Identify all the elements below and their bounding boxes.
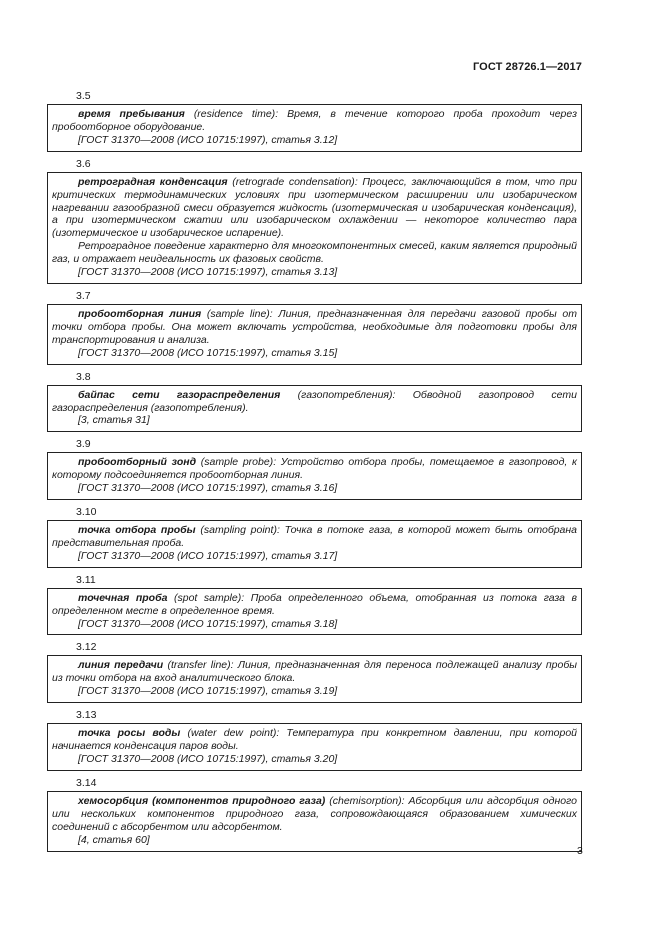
- term-english: (residence time): [193, 108, 276, 120]
- term-name: время пребывания: [78, 108, 185, 120]
- document-header: ГОСТ 28726.1—2017: [472, 61, 582, 73]
- definition-paragraph: [52, 389, 577, 415]
- term-definition-box: [47, 791, 582, 852]
- term-source-reference: [4, статья 60]: [78, 833, 150, 846]
- entry-number: 3.13: [76, 709, 97, 722]
- term-english: (water dew point): [187, 727, 277, 740]
- entry-number: 3.8: [76, 370, 91, 383]
- entry-number: 3.11: [76, 573, 96, 586]
- term-definition-box: [47, 172, 582, 284]
- term-english: (газопотребления): [297, 388, 393, 401]
- term-definition-box: [47, 723, 582, 771]
- term-english: (chemisorption): [329, 794, 402, 807]
- term-source-reference: [3, статья 31]: [78, 414, 150, 427]
- term-name: ретроградная конденсация: [78, 175, 228, 188]
- term-english: (sample probe): [200, 456, 274, 469]
- term-definition-box: [47, 452, 582, 500]
- definition-paragraph: [52, 176, 577, 241]
- term-name: точка росы воды: [78, 727, 181, 740]
- term-definition: : Устройство отбора пробы, помещаемое в газопровод, к которому подсоединяется пробоотборная линия.: [52, 456, 577, 482]
- term-english: (retrograde condensation): [232, 175, 355, 188]
- term-source-reference: [ГОСТ 31370—2008 (ИСО 10715:1997), статья 3.18]: [78, 617, 338, 630]
- definition-paragraph: [52, 727, 577, 753]
- definition-paragraph: [52, 524, 577, 550]
- definition-paragraph: [52, 108, 577, 134]
- term-definition: : Время, в течение которого проба проходит через пробоотборное оборудование.: [52, 108, 577, 133]
- term-english: (sampling point): [200, 524, 277, 537]
- term-name: линия передачи: [78, 659, 164, 672]
- term-name: хемосорбция (компонентов природного газа): [78, 794, 326, 807]
- entry-number: 3.10: [76, 506, 97, 519]
- term-source-reference: [ГОСТ 31370—2008 (ИСО 10715:1997), статья 3.20]: [78, 753, 338, 765]
- term-definition: : Абсорбция или адсорбция одного или нескольких компонентов природного газа, сопровождающаяся образованием химических соединений с абсорбентом или адсорбентом.: [52, 794, 578, 833]
- entry-number: 3.12: [76, 641, 97, 654]
- terms-list: [47, 88, 582, 856]
- entry-number: 3.7: [76, 289, 91, 302]
- term-english: (spot sample): [173, 591, 242, 604]
- term-source-reference: [ГОСТ 31370—2008 (ИСО 10715:1997), статья 3.12]: [78, 133, 338, 146]
- entry-number: 3.9: [76, 438, 91, 451]
- term-definition-box: [47, 588, 582, 636]
- term-definition-box: [47, 385, 582, 433]
- term-definition: : Проба определенного объема, отобранная из потока газа в определенном месте в определенное время.: [52, 591, 578, 617]
- term-definition: : Точка в потоке газа, в которой может быть отобрана представительная проба.: [52, 524, 578, 549]
- term-source-reference: [ГОСТ 31370—2008 (ИСО 10715:1997), статья 3.19]: [78, 685, 338, 698]
- term-source-reference: [ГОСТ 31370—2008 (ИСО 10715:1997), статья 3.17]: [78, 549, 338, 562]
- entry-number: 3.5: [76, 90, 91, 102]
- term-source-reference: [ГОСТ 31370—2008 (ИСО 10715:1997), статья 3.15]: [78, 346, 338, 359]
- page-number: 3: [577, 845, 583, 857]
- term-definition-box: [47, 104, 582, 152]
- term-definition-box: [47, 304, 582, 365]
- term-definition-box: [47, 520, 582, 568]
- term-definition: : Обводной газопровод сети газораспределения (газопотребления).: [52, 388, 577, 414]
- term-note: Ретроградное поведение характерно для многокомпонентных смесей, каким является природный газ, и отражает неидеальность их фазовых свойств.: [52, 240, 577, 266]
- term-source-reference: [ГОСТ 31370—2008 (ИСО 10715:1997), статья 3.16]: [78, 482, 338, 495]
- term-name: точечная проба: [78, 591, 168, 604]
- entry-number: 3.14: [76, 776, 97, 789]
- term-definition: : Процесс, заключающийся в том, что при критических термодинамических условиях при изотермическом расширении или изобарическом нагревании газообразной смеси образуется жидкость (изотермическая и изобарическая конденсация), а при изотермическом сжатии или изобарическом охлаждении — некоторое количество пара (изотермическое и изобарическое испарение).: [52, 175, 578, 240]
- entry-number: 3.6: [76, 157, 91, 170]
- term-english: (sample line): [206, 307, 270, 320]
- definition-paragraph: [52, 795, 577, 834]
- term-definition-box: [47, 655, 582, 703]
- definition-paragraph: [52, 308, 577, 347]
- term-definition: : Линия, предназначенная для передачи газовой пробы от точки отбора пробы. Она может включать устройства, необходимые для подготовки пробы для транспортирования и анализа.: [52, 307, 577, 346]
- term-name: пробоотборный зонд: [78, 456, 197, 469]
- term-definition: : Линия, предназначенная для переноса подлежащей анализу пробы из точки отбора на вход аналитического блока.: [52, 659, 577, 685]
- term-name: байпас сети газораспределения: [78, 388, 281, 401]
- term-source-reference: [ГОСТ 31370—2008 (ИСО 10715:1997), статья 3.13]: [78, 266, 338, 279]
- term-name: точка отбора пробы: [78, 524, 196, 537]
- definition-paragraph: [52, 592, 577, 618]
- term-definition: : Температура при конкретном давлении, при которой начинается конденсация паров воды.: [52, 727, 577, 753]
- term-name: пробоотборная линия: [78, 307, 202, 320]
- definition-paragraph: [52, 659, 577, 685]
- term-english: (transfer line): [167, 659, 231, 672]
- definition-paragraph: [52, 456, 577, 482]
